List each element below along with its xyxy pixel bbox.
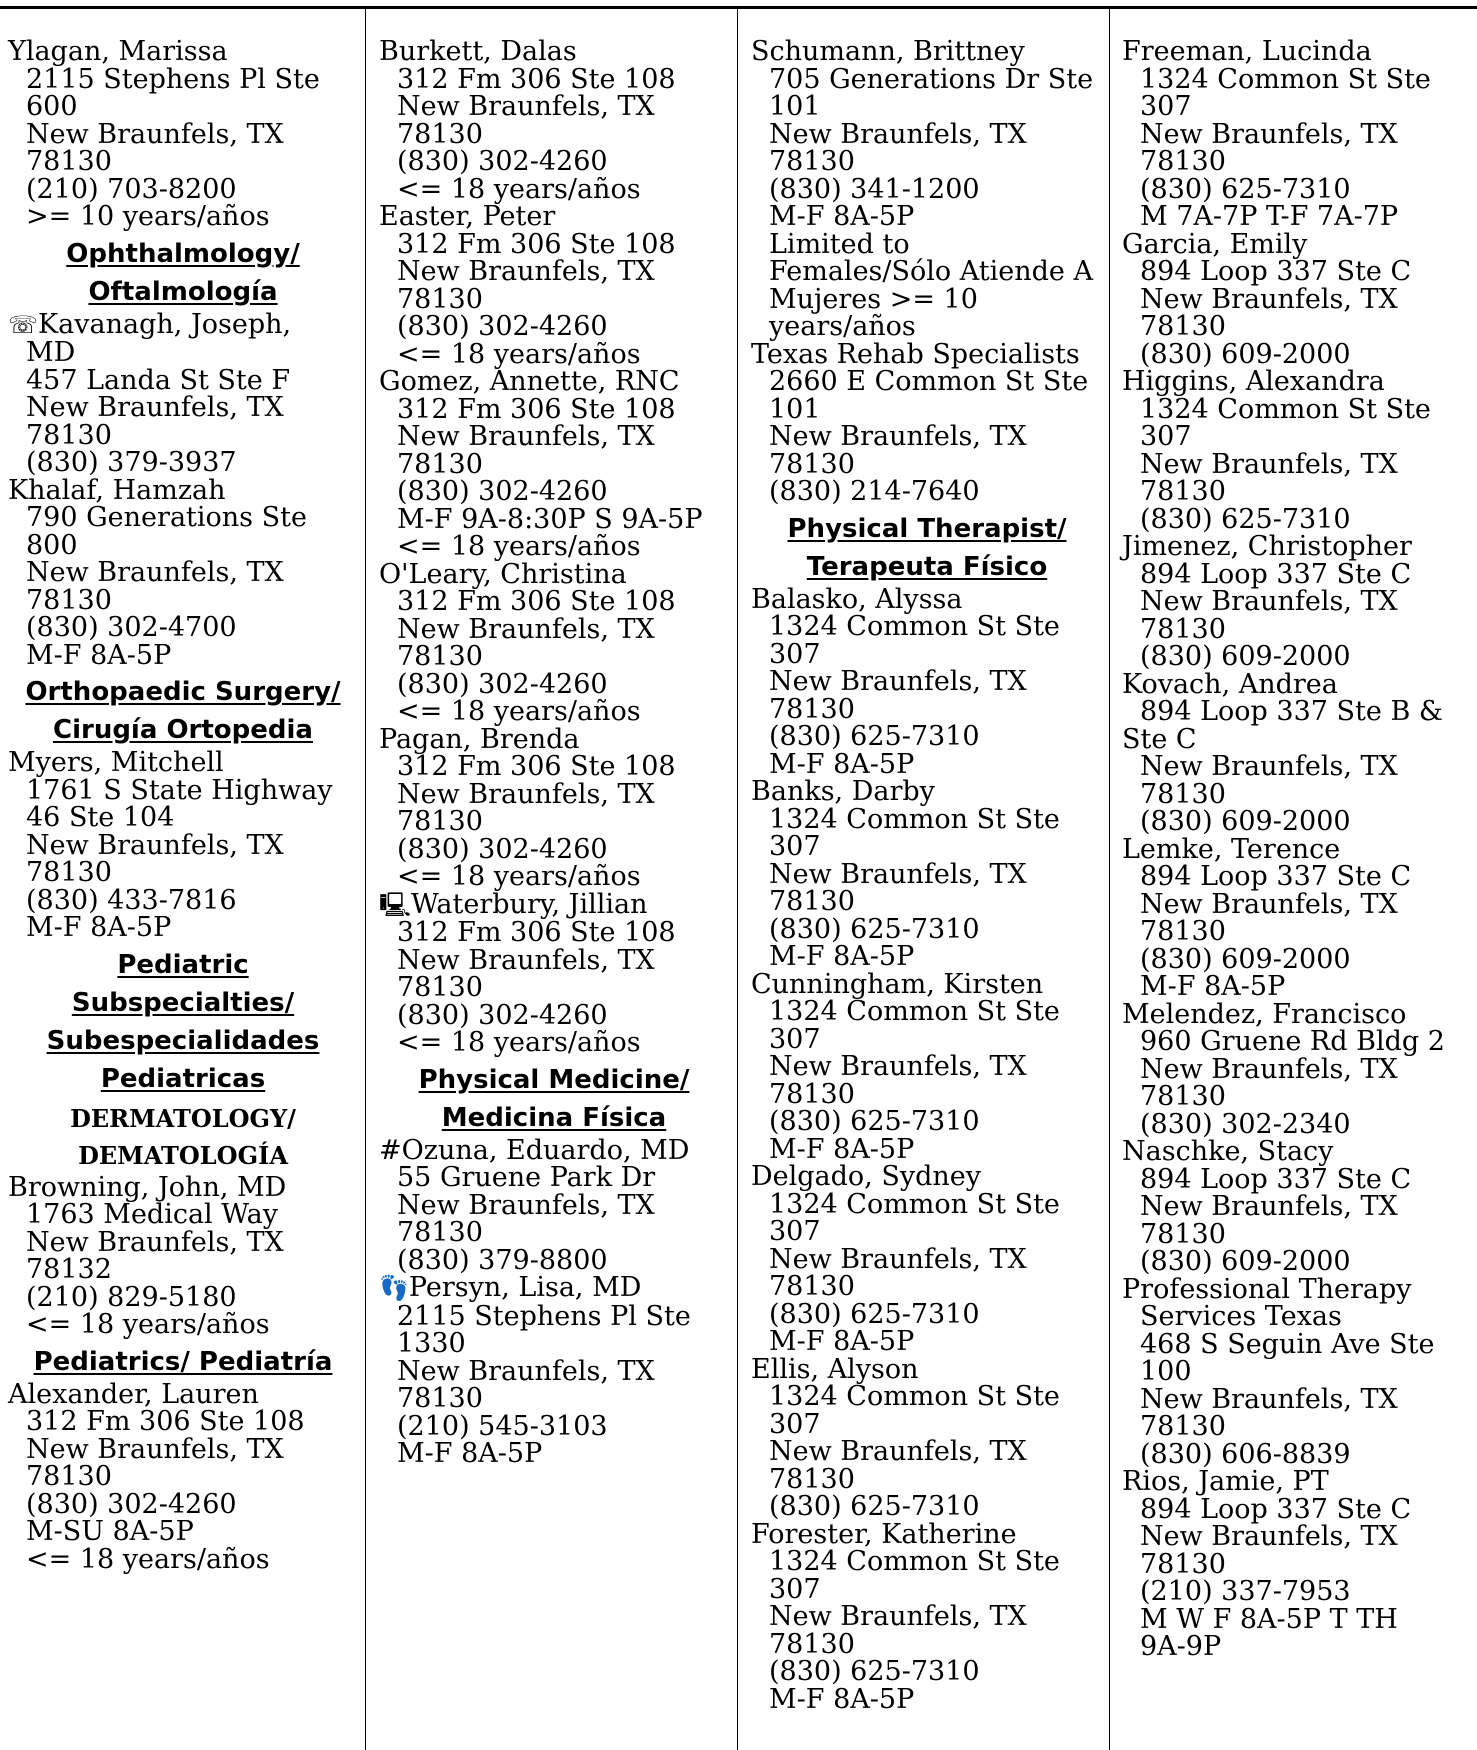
provider-entry [379,1134,729,1276]
restriction-note: Mujeres >= 10 [769,283,978,315]
zip-line: 78130 [769,448,855,480]
city-line: New Braunfels, TX [769,1243,1027,1275]
provider-name: Kavanagh, Joseph, [38,308,292,340]
phone-number: (830) 379-8800 [397,1244,608,1276]
footprints-icon: 👣 [379,1274,409,1302]
city-line: New Braunfels, TX [769,858,1027,890]
age-range: >= 10 years/años [26,201,270,232]
provider-entry [1122,998,1472,1140]
provider-entry [1122,533,1472,671]
phone-number: (210) 337-7953 [1140,1576,1351,1607]
address-line: 307 [769,1573,821,1605]
phone-number: (830) 302-2340 [1140,1108,1351,1140]
restriction-note: years/años [769,311,916,342]
office-hours: M-F 8A-5P [1140,971,1286,1002]
age-range: <= 18 years/años [26,1309,270,1340]
phone-number: (830) 625-7310 [769,721,980,752]
age-range: <= 18 years/años [397,173,641,205]
section-heading: Pediatricas [100,1063,266,1094]
city-line: New Braunfels, TX [26,392,284,423]
provider-name: Browning, John, MD [8,1171,287,1203]
address-line: 101 [769,91,821,122]
city-line: New Braunfels, TX [769,421,1027,452]
column-2 [379,38,729,1468]
age-range: <= 18 years/años [397,338,641,370]
zip-line: 78130 [769,1463,855,1495]
zip-line: 78130 [769,1628,855,1660]
office-hours: M-F 8A-5P [26,639,172,671]
column-1 [8,38,358,1573]
zip-line: 78130 [1140,1548,1226,1580]
provider-entry [751,778,1103,971]
zip-line: 78130 [1140,916,1226,947]
zip-line: 78130 [397,118,483,150]
office-hours: M-F 8A-5P [769,1133,915,1165]
column-divider [1109,8,1110,1750]
section-heading: Ophthalmology/ [66,238,300,269]
zip-line: 78130 [769,693,855,725]
provider-entry [1122,1138,1472,1276]
city-line: New Braunfels, TX [26,118,284,150]
provider-name: O'Leary, Christina [379,558,627,590]
provider-entry [8,1378,358,1575]
address-line: 894 Loop 337 Ste C [1140,558,1412,590]
city-line: New Braunfels, TX [26,1226,284,1258]
zip-line: 78130 [1140,1081,1226,1112]
address-line: 1324 Common St Ste [769,611,1060,642]
provider-entry [1122,1468,1472,1661]
provider-entry [751,968,1103,1165]
phone-number: (830) 302-4700 [26,612,237,643]
provider-name: #Ozuna, Eduardo, MD [379,1134,690,1166]
section-heading: Pediatrics/ Pediatría [33,1346,333,1377]
provider-entry [379,203,729,368]
address-line: 307 [769,1216,821,1247]
phone-number: (830) 302-4260 [397,833,608,865]
zip-line: 78130 [769,886,855,917]
city-line: New Braunfels, TX [1140,1053,1398,1085]
phone-number: (830) 379-3937 [26,447,237,478]
zip-line: 78130 [1140,1218,1226,1250]
section-heading: Physical Therapist/ [787,513,1067,544]
provider-entry [751,338,1103,507]
phone-number: (830) 625-7310 [1140,173,1351,205]
zip-line: 78130 [1140,146,1226,177]
section-heading: Subspecialties/ [71,987,295,1018]
section-heading: Subespecialidades [46,1025,320,1056]
phone-number: (830) 302-4260 [397,476,608,507]
phone-number: (830) 625-7310 [1140,503,1351,535]
phone-number: (830) 302-4260 [397,311,608,342]
address-line: 307 [769,831,821,862]
provider-entry [1122,368,1472,533]
address-line: 312 Fm 306 Ste 108 [26,1406,305,1437]
office-hours: M W F 8A-5P T TH [1140,1603,1398,1635]
office-hours: M-F 8A-5P [769,941,915,972]
zip-line: 78130 [397,448,483,480]
age-range: <= 18 years/años [397,696,641,727]
phone-number: (830) 606-8839 [1140,1438,1351,1470]
city-line: New Braunfels, TX [1140,1521,1398,1552]
office-hours: M-F 8A-5P [769,1326,915,1357]
office-hours: M-F 8A-5P [769,748,915,780]
phone-number: (830) 625-7310 [769,1106,980,1137]
restriction-note: Limited to [769,228,910,260]
age-range: <= 18 years/años [397,531,641,562]
office-hours: M-F 8A-5P [769,1683,915,1715]
city-line: New Braunfels, TX [1140,118,1398,150]
address-line: 312 Fm 306 Ste 108 [397,63,676,95]
provider-name: Rios, Jamie, PT [1122,1466,1329,1497]
office-hours: M-F 8A-5P [397,1438,543,1469]
zip-line: 78130 [397,283,483,315]
phone-number: (210) 829-5180 [26,1281,237,1313]
provider-entry [8,749,358,942]
address-line: 312 Fm 306 Ste 108 [397,228,676,260]
provider-name: Pagan, Brenda [379,723,580,755]
address-line: 1324 Common St Ste [769,1381,1060,1412]
city-line: New Braunfels, TX [1140,1191,1398,1222]
address-line: 894 Loop 337 Ste B & [1140,696,1443,727]
city-line: New Braunfels, TX [1140,448,1398,480]
phone-number: (830) 302-4260 [397,668,608,700]
provider-name: Easter, Peter [379,201,556,232]
city-line: New Braunfels, TX [397,91,655,122]
address-line: 800 [26,529,78,561]
provider-entry [8,38,358,231]
phone-number: (830) 302-4260 [397,999,608,1031]
provider-entry [8,308,358,478]
phone-number: (830) 625-7310 [769,913,980,945]
provider-entry [379,888,729,1058]
provider-name: Schumann, Brittney [751,36,1025,67]
provider-entry [751,38,1103,341]
provider-entry [1122,833,1472,1002]
section-heading: Oftalmología [88,276,278,307]
provider-name: Professional Therapy [1122,1273,1412,1305]
zip-line: 78130 [26,419,112,451]
address-line: 1324 Common St Ste [1140,63,1431,95]
provider-name: Alexander, Lauren [8,1378,259,1410]
provider-name: Freeman, Lucinda [1122,36,1372,67]
age-range: <= 18 years/años [26,1543,270,1575]
office-hours: M 7A-7P T-F 7A-7P [1140,201,1399,232]
address-line: 705 Generations Dr Ste [769,63,1094,95]
provider-name: Delgado, Sydney [751,1161,982,1192]
address-line: 600 [26,91,78,122]
phone-number: (830) 341-1200 [769,173,980,205]
address-line: 894 Loop 337 Ste C [1140,1493,1412,1525]
address-line: 46 Ste 104 [26,802,175,833]
provider-entry [1122,38,1472,231]
phone-number: (830) 433-7816 [26,884,237,916]
address-line: 1761 S State Highway [26,774,333,806]
address-line: 307 [769,1408,821,1440]
restriction-note: Females/Sólo Atiende A [769,256,1093,287]
zip-line: 78130 [26,146,112,177]
city-line: New Braunfels, TX [397,256,655,287]
city-line: New Braunfels, TX [397,944,655,976]
address-line: 307 [769,1023,821,1055]
provider-name: Forester, Katherine [751,1518,1017,1550]
city-line: New Braunfels, TX [26,557,284,588]
city-line: New Braunfels, TX [769,666,1027,697]
address-line: 960 Gruene Rd Bldg 2 [1140,1026,1445,1057]
address-line: 1324 Common St Ste [769,1546,1060,1577]
provider-entry [379,558,729,727]
section-heading: Physical Medicine/ [418,1064,690,1095]
city-line: New Braunfels, TX [1140,1383,1398,1415]
provider-entry [379,38,729,203]
provider-entry [751,583,1103,780]
address-line: 457 Landa St Ste F [26,364,291,396]
address-line: 312 Fm 306 Ste 108 [397,751,676,782]
subsection-heading: DERMATOLOGY/ [70,1103,296,1133]
provider-name: Services Texas [1140,1301,1342,1332]
phone-number: (830) 609-2000 [1140,806,1351,837]
provider-name: Myers, Mitchell [8,747,224,778]
provider-entry [1122,668,1472,837]
provider-name: Cunningham, Kirsten [751,968,1044,1000]
address-line: 1324 Common St Ste [769,803,1060,835]
provider-name: Persyn, Lisa, MD [408,1272,642,1303]
city-line: New Braunfels, TX [26,1433,284,1465]
provider-entry [379,368,729,561]
phone-number: (830) 302-4260 [397,146,608,177]
phone-number: (830) 625-7310 [769,1298,980,1330]
phone-icon: ☏ [8,310,39,339]
section-heading: Terapeuta Físico [806,551,1048,582]
city-line: New Braunfels, TX [769,1436,1027,1467]
address-line: 312 Fm 306 Ste 108 [397,917,676,948]
provider-name: Melendez, Francisco [1122,998,1407,1030]
address-line: 894 Loop 337 Ste C [1140,861,1412,892]
phone-number: (830) 609-2000 [1140,338,1351,370]
phone-number: (830) 302-4260 [26,1488,237,1520]
address-line: 101 [769,393,821,425]
address-line: 307 [1140,91,1192,122]
provider-name: Texas Rehab Specialists [751,338,1080,370]
address-line: 1324 Common St Ste [769,996,1060,1027]
city-line: New Braunfels, TX [26,829,284,861]
zip-line: 78130 [1140,613,1226,645]
address-line: 894 Loop 337 Ste C [1140,256,1412,287]
city-line: New Braunfels, TX [1140,283,1398,315]
section-heading: Orthopaedic Surgery/ [25,677,341,707]
column-4 [1122,38,1472,1661]
column-divider [365,8,366,1750]
address-line: Ste C [1122,723,1197,755]
provider-entry [751,1518,1103,1715]
office-hours: 9A-9P [1140,1631,1222,1662]
provider-name: Ylagan, Marissa [8,36,228,67]
city-line: New Braunfels, TX [769,1051,1027,1082]
city-line: New Braunfels, TX [397,778,655,810]
city-line: New Braunfels, TX [769,1601,1027,1632]
provider-name: Kovach, Andrea [1122,668,1338,700]
zip-line: 78130 [1140,311,1226,342]
zip-line: 78130 [397,1217,483,1248]
phone-number: (830) 609-2000 [1140,641,1351,672]
section-heading: Cirugía Ortopedia [53,715,313,745]
office-hours: M-F 8A-5P [769,201,915,232]
provider-name: Khalaf, Hamzah [8,474,226,506]
age-range: <= 18 years/años [397,1027,641,1058]
provider-name: Gomez, Annette, RNC [379,366,680,397]
top-rule [0,6,1477,9]
provider-name: Naschke, Stacy [1122,1136,1334,1167]
provider-name: Burkett, Dalas [379,36,577,67]
phone-number: (830) 625-7310 [769,1491,980,1522]
address-line: 55 Gruene Park Dr [397,1162,656,1193]
provider-name: Waterbury, Jillian [411,888,648,920]
zip-line: 78130 [769,1271,855,1302]
provider-entry [1122,228,1472,370]
address-line: 894 Loop 337 Ste C [1140,1163,1412,1195]
address-line: 1324 Common St Ste [769,1188,1060,1220]
section-heading: Pediatric [117,949,249,980]
city-line: New Braunfels, TX [769,118,1027,150]
provider-entry [8,1171,358,1340]
phone-number: (830) 214-7640 [769,476,980,507]
provider-entry [751,1353,1103,1522]
section-heading: Medicina Física [441,1102,667,1133]
zip-line: 78132 [26,1254,112,1285]
column-3 [751,38,1103,1713]
provider-entry [379,723,729,892]
address-line: 1763 Medical Way [26,1199,279,1230]
address-line: 2115 Stephens Pl Ste [26,63,320,95]
provider-name: Balasko, Alyssa [751,583,963,615]
zip-line: 78130 [26,584,112,616]
provider-name: Ellis, Alyson [751,1353,919,1385]
phone-number: (210) 545-3103 [397,1410,608,1442]
zip-line: 78130 [26,1461,112,1492]
office-hours: M-SU 8A-5P [26,1516,194,1547]
subsection-heading: DEMATOLOGÍA [78,1140,288,1170]
address-line: 307 [1140,421,1192,452]
address-line: 468 S Seguin Ave Ste [1140,1328,1435,1360]
zip-line: 78130 [769,1078,855,1110]
zip-line: 78130 [397,641,483,672]
provider-name: Garcia, Emily [1122,228,1308,260]
provider-name: Higgins, Alexandra [1122,366,1385,397]
provider-entry [8,474,358,671]
city-line: New Braunfels, TX [397,1355,655,1387]
provider-entry [379,1274,729,1468]
phone-number: (210) 703-8200 [26,173,237,205]
address-line: 1324 Common St Ste [1140,393,1431,425]
column-divider [737,8,738,1750]
address-line: 1330 [397,1328,466,1359]
provider-entry [1122,1273,1472,1470]
computer-icon: 🖳 [379,890,412,919]
city-line: New Braunfels, TX [397,1189,655,1221]
zip-line: 78130 [1140,476,1226,507]
office-hours: M-F 8A-5P [26,912,172,943]
phone-number: (830) 609-2000 [1140,943,1351,975]
zip-line: 78130 [397,806,483,837]
city-line: New Braunfels, TX [397,421,655,452]
zip-line: 78130 [769,146,855,177]
office-hours: M-F 9A-8:30P S 9A-5P [397,503,703,535]
city-line: New Braunfels, TX [1140,586,1398,617]
provider-name: Jimenez, Christopher [1122,531,1412,562]
address-line: 312 Fm 306 Ste 108 [397,393,676,425]
city-line: New Braunfels, TX [397,613,655,645]
age-range: <= 18 years/años [397,861,641,892]
zip-line: 78130 [397,972,483,1003]
address-line: 2660 E Common St Ste [769,366,1089,397]
phone-number: (830) 609-2000 [1140,1246,1351,1277]
address-line: 2115 Stephens Pl Ste [397,1300,691,1332]
provider-entry [751,1163,1103,1356]
city-line: New Braunfels, TX [1140,888,1398,920]
address-line: 312 Fm 306 Ste 108 [397,586,676,617]
city-line: New Braunfels, TX [1140,751,1398,782]
address-line: 790 Generations Ste [26,502,307,533]
phone-number: (830) 625-7310 [769,1656,980,1687]
provider-name: Lemke, Terence [1122,833,1341,865]
zip-line: 78130 [1140,1411,1226,1442]
address-line: 100 [1140,1356,1192,1387]
provider-name: Banks, Darby [751,776,935,807]
zip-line: 78130 [26,857,112,888]
zip-line: 78130 [397,1383,483,1414]
address-line: 307 [769,638,821,670]
zip-line: 78130 [1140,778,1226,810]
provider-name: MD [26,337,76,368]
